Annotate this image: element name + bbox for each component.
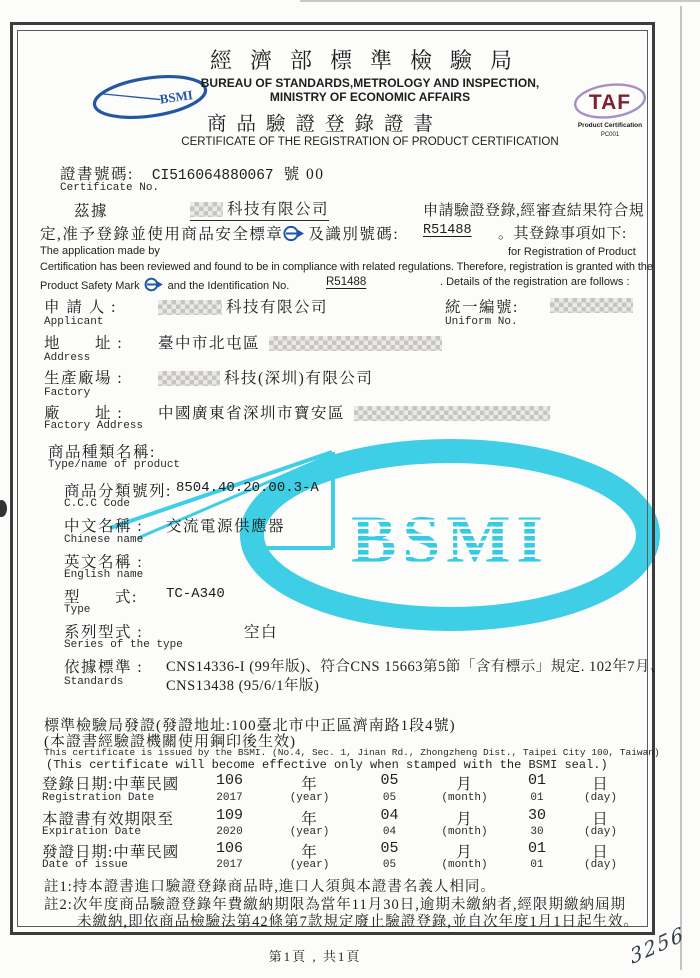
- month-unit-zh: 月: [456, 811, 473, 828]
- issue-day-zh: 01: [527, 840, 546, 857]
- certificate-number-value: CI516064880067: [151, 168, 274, 184]
- page-number-footer: 第1頁 , 共1頁: [268, 949, 362, 964]
- agency-title-zh: 經濟部標準檢驗局: [209, 48, 530, 73]
- scan-artifact-topline: [300, 0, 700, 2]
- series-label-zh: 系列型式 :: [64, 624, 144, 641]
- english-name-label-en: English name: [64, 569, 144, 581]
- registration-year-en: 2017: [216, 792, 243, 804]
- statement-zh1-prefix: 茲據: [74, 203, 109, 220]
- redacted-company-name: [190, 202, 223, 217]
- series-value: 空白: [244, 624, 279, 641]
- expiration-day-zh: 30: [527, 807, 546, 824]
- factory-label-zh: 生產廠場 :: [44, 370, 124, 387]
- redacted-factory-name: [158, 371, 220, 386]
- issue-date-label-en: Date of issue: [42, 859, 128, 871]
- year-unit-en: (year): [289, 792, 330, 804]
- factory-address-value-prefix: 中國廣東省深圳市寶安區: [158, 405, 346, 422]
- year-unit-zh: 年: [301, 844, 318, 861]
- applicant-value: [158, 295, 328, 317]
- ccc-code-value: 8504.40.20.00.3-A: [176, 480, 319, 496]
- issue-day-en: 01: [530, 859, 544, 871]
- note-2-line2: 未繳納,即依商品檢驗法第42條第7款規定廢止驗證登錄,並自次年度1月1日起生效。: [77, 914, 639, 930]
- year-unit-zh: 年: [301, 811, 318, 828]
- uniform-no-value: [550, 297, 633, 315]
- chinese-name-label-en: Chinese name: [64, 534, 144, 546]
- issue-month-en: 05: [382, 859, 397, 871]
- issue-year-en: 2017: [216, 859, 243, 871]
- bsmi-watermark-text: BSMI: [351, 501, 549, 577]
- applicant-label-zh: 申 請 人 :: [44, 299, 117, 316]
- chinese-name-value: 交流電源供應器: [166, 518, 286, 535]
- issue-year-zh: 106: [215, 840, 243, 857]
- note-2-line1: 註2:次年度商品驗證登錄年費繳納期限為當年11月30日,逾期未繳納者,經限期繳納屆期: [44, 897, 626, 913]
- month-unit-zh: 月: [456, 776, 473, 793]
- statement-zh2-after-mark: 及識別號碼:: [308, 226, 400, 243]
- certificate-title-en: CERTIFICATE OF THE REGISTRATION OF PRODUCT CERTIFICATION: [181, 136, 559, 148]
- uniform-no-label-zh: 統一編號:: [445, 299, 519, 316]
- issuance-en-line2: (This certificate will become effective only when stamped with the BSMI seal.): [46, 758, 608, 772]
- model-type-label-zh: 型 式:: [64, 589, 138, 606]
- taf-sub-text-1: Product Certification: [577, 122, 643, 129]
- standards-value-line1: CNS14336-I (99年版)、符合CNS 15663第5節「含有標示」規定. 102年7月、: [166, 659, 665, 675]
- address-value-prefix: 臺中市北屯區: [158, 335, 261, 352]
- expiration-year-zh: 109: [215, 807, 243, 824]
- certificate-number-line: [60, 162, 325, 184]
- year-unit-zh: 年: [301, 776, 318, 793]
- expiration-month-en: 04: [382, 826, 397, 838]
- day-unit-en: (day): [583, 859, 617, 871]
- statement-en1-right: for Registration of Product: [508, 246, 636, 258]
- factory-address-value: [158, 401, 550, 423]
- address-value: [158, 331, 442, 353]
- note-1: 註1:持本證書進口驗證登錄商品時,進口人須與本證書名義人相同。: [44, 879, 496, 895]
- issue-month-zh: 05: [380, 840, 399, 857]
- day-unit-zh: 日: [592, 811, 609, 828]
- statement-company-group: [190, 197, 329, 221]
- statement-zh1-suffix: 申請驗證登錄,經審查結果符合規: [423, 203, 645, 219]
- factory-address-label-en: Factory Address: [44, 420, 144, 432]
- factory-value-suffix: 科技(深圳)有限公司: [224, 370, 374, 387]
- product-safety-mark-icon-small: [144, 277, 164, 292]
- certificate-number-label-en: Certificate No.: [60, 182, 160, 194]
- uniform-no-label-en: Uniform No.: [445, 316, 518, 328]
- registration-month-en: 05: [382, 792, 397, 804]
- month-unit-zh: 月: [456, 844, 473, 861]
- factory-label-en: Factory: [44, 387, 91, 399]
- standards-label-zh: 依據標準 :: [64, 659, 144, 676]
- registration-date-label-en: Registration Date: [42, 792, 155, 804]
- factory-address-label-zh: 廠 址 :: [44, 405, 124, 422]
- statement-zh2-tail: 。其登錄事項如下:: [498, 226, 627, 242]
- registration-day-zh: 01: [527, 772, 546, 789]
- statement-company-suffix: 科技有限公司: [227, 201, 330, 218]
- english-name-label-zh: 英文名稱 :: [64, 554, 144, 571]
- registration-date-label-zh: 登錄日期:中華民國: [42, 776, 180, 793]
- certificate-title-zh: 商品驗證登錄證書: [206, 114, 443, 135]
- month-unit-en: (month): [441, 792, 488, 804]
- identification-number-zh-line: R51488: [423, 223, 472, 238]
- certificate-number-suffix: 號 00: [283, 166, 325, 183]
- registration-day-en: 01: [530, 792, 544, 804]
- standards-value-line2: CNS13438 (95/6/1年版): [166, 678, 320, 694]
- expiration-day-en: 30: [530, 826, 544, 838]
- day-unit-en: (day): [583, 792, 617, 804]
- month-unit-en: (month): [441, 826, 488, 838]
- year-unit-en: (year): [289, 859, 330, 871]
- year-unit-en: (year): [289, 826, 330, 838]
- product-section-label-en: Type/name of product: [48, 459, 181, 471]
- product-safety-mark-icon: [283, 225, 305, 242]
- statement-zh2-lead: 定,准予登錄並使用商品安全標章: [40, 226, 284, 243]
- statement-en3: [40, 276, 289, 294]
- statement-en2: Certification has been reviewed and found to be in compliance with related regulations. Therefore, registration is granted with the: [40, 261, 653, 273]
- ccc-code-label-en: C.C.C Code: [64, 498, 131, 510]
- redacted-address: [269, 336, 442, 351]
- dates-table: [42, 772, 629, 873]
- chinese-name-label-zh: 中文名稱 :: [64, 518, 144, 535]
- taf-sub-text-2: PC001: [600, 132, 620, 138]
- bsmi-logo-text: BSMI: [158, 87, 194, 107]
- registration-year-zh: 106: [215, 772, 243, 789]
- agency-title-en-2: MINISTRY OF ECONOMIC AFFAIRS: [269, 90, 471, 104]
- scan-artifact-blob: [0, 500, 7, 517]
- series-label-en: Series of the type: [64, 639, 183, 651]
- redacted-applicant-name: [158, 300, 222, 315]
- expiration-date-label-zh: 本證書有效期限至: [42, 811, 175, 828]
- ccc-code-label-zh: 商品分類號列:: [64, 483, 172, 500]
- statement-en1-left: The application made by: [40, 245, 160, 257]
- redacted-uniform-no: [550, 298, 633, 313]
- address-label-en: Address: [44, 352, 91, 364]
- expiration-year-en: 2020: [216, 826, 243, 838]
- taf-logo-icon: [566, 80, 676, 142]
- expiration-month-zh: 04: [380, 807, 399, 824]
- statement-en3-tail: . Details of the registration are follows :: [440, 276, 630, 288]
- day-unit-en: (day): [583, 826, 617, 838]
- registration-month-zh: 05: [380, 772, 399, 789]
- agency-title-en-1: BUREAU OF STANDARDS,METROLOGY AND INSPECTION,: [200, 76, 540, 90]
- identification-number-en-line: R51488: [326, 276, 367, 288]
- issuance-zh-line2: (本證書經驗證機關使用鋼印後生效): [44, 734, 296, 750]
- certificate-number-label-zh: 證書號碼:: [60, 166, 134, 183]
- standards-label-en: Standards: [64, 676, 124, 688]
- issuance-en-line1: This certificate is issued by the BSMI. (No.4, Sec. 1, Jinan Rd., Zhongzheng Dist., Taipei City 100, Taiwan): [44, 747, 660, 758]
- issuance-zh-line1: 標準檢驗局發證(發證地址:100臺北市中正區濟南路1段4號): [44, 718, 456, 734]
- day-unit-zh: 日: [592, 776, 609, 793]
- paper-edge: [680, 6, 682, 970]
- redacted-factory-address: [354, 406, 550, 421]
- day-unit-zh: 日: [592, 844, 609, 861]
- statement-en3-lead: Product Safety Mark: [40, 280, 140, 292]
- statement-en3-mid: and the Identification No.: [167, 280, 290, 292]
- product-section-label-zh: 商品種類名稱:: [48, 444, 156, 461]
- applicant-label-en: Applicant: [44, 316, 104, 328]
- model-type-value: TC-A340: [166, 586, 225, 602]
- month-unit-en: (month): [441, 859, 488, 871]
- handwritten-mark: 3256: [627, 921, 687, 969]
- factory-value: [158, 366, 373, 388]
- address-label-zh: 地 址 :: [44, 335, 124, 352]
- applicant-value-suffix: 科技有限公司: [226, 299, 329, 316]
- expiration-date-label-en: Expiration Date: [42, 826, 142, 838]
- model-type-label-en: Type: [64, 604, 91, 616]
- statement-zh2: [40, 222, 399, 244]
- issue-date-label-zh: 發證日期:中華民國: [42, 844, 180, 861]
- taf-logo-text: TAF: [588, 91, 632, 114]
